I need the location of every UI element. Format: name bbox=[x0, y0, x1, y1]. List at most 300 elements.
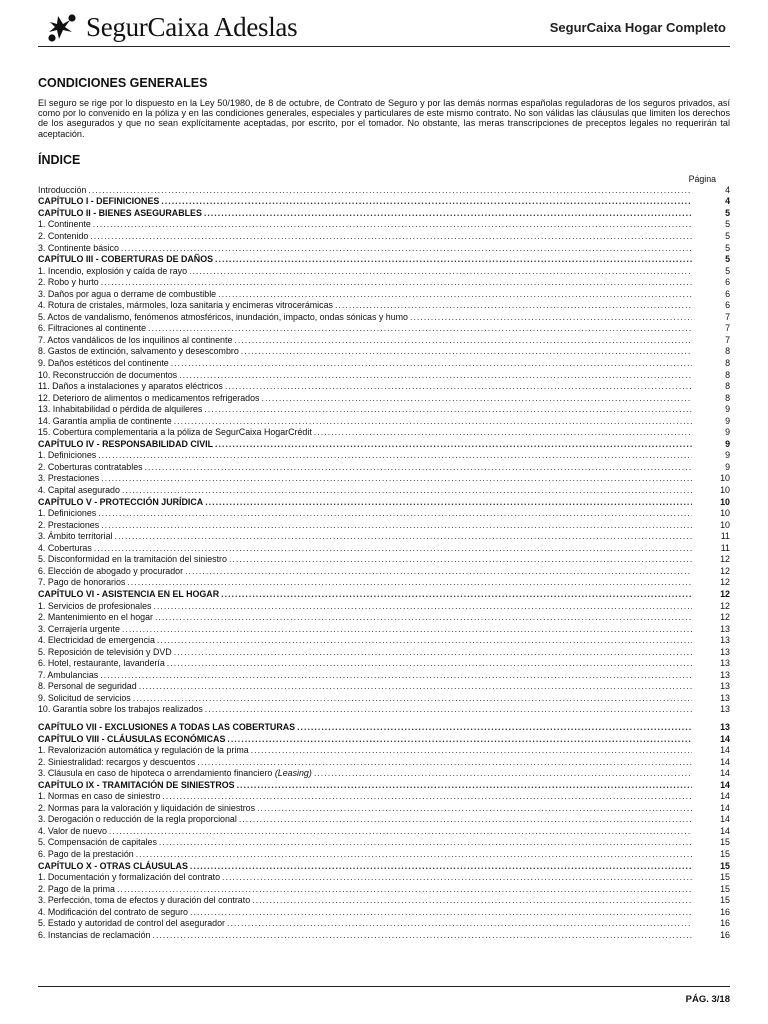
toc-row bbox=[38, 814, 730, 826]
toc-row bbox=[38, 485, 730, 497]
toc-row bbox=[38, 370, 730, 382]
toc-leader-dots bbox=[410, 312, 692, 324]
toc-label bbox=[38, 757, 195, 769]
toc-row bbox=[38, 508, 730, 520]
toc-page-number: 5 bbox=[725, 254, 730, 265]
toc-page-number: 8 bbox=[725, 381, 730, 392]
toc-page-number: 13 bbox=[720, 658, 730, 669]
toc-page-number: 8 bbox=[725, 346, 730, 357]
toc-page-number: 10 bbox=[720, 519, 730, 530]
footer-divider bbox=[38, 986, 730, 987]
table-of-contents bbox=[38, 185, 730, 942]
toc-leader-dots bbox=[204, 404, 692, 416]
toc-page-number: 16 bbox=[720, 906, 730, 917]
toc-label bbox=[38, 722, 295, 734]
toc-page-number: 5 bbox=[725, 242, 730, 253]
toc-label bbox=[38, 635, 155, 647]
toc-label bbox=[38, 734, 225, 746]
toc-page-number: 16 bbox=[720, 929, 730, 940]
toc-label-text: 2. Coberturas contratables bbox=[38, 461, 143, 472]
toc-leader-dots bbox=[225, 381, 692, 393]
toc-label bbox=[38, 289, 216, 301]
toc-leader-dots bbox=[215, 254, 692, 266]
toc-page-number: 13 bbox=[720, 635, 730, 646]
toc-label-text: 15. Cobertura complementaria a la póliza de SegurCaixa HogarCrédit bbox=[38, 427, 312, 438]
toc-leader-dots bbox=[155, 612, 692, 624]
toc-label-text: 8. Gastos de extinción, salvamento y desescombro bbox=[38, 346, 239, 357]
toc-row bbox=[38, 930, 730, 942]
toc-label bbox=[38, 393, 260, 405]
toc-label-text: 3. Ámbito territorial bbox=[38, 531, 113, 542]
toc-row bbox=[38, 473, 730, 485]
toc-row bbox=[38, 803, 730, 815]
toc-row bbox=[38, 612, 730, 624]
toc-label-text: CAPÍTULO I - DEFINICIONES bbox=[38, 196, 160, 207]
toc-label bbox=[38, 381, 223, 393]
toc-label-text: 4. Rotura de cristales, mármoles, loza sanitaria y encimeras vitrocerámicas bbox=[38, 300, 333, 311]
toc-label-text: CAPÍTULO VII - EXCLUSIONES A TODAS LAS COBERTURAS bbox=[38, 721, 296, 732]
product-name: SegurCaixa Hogar Completo bbox=[549, 20, 726, 35]
toc-row bbox=[38, 300, 730, 312]
toc-leader-dots bbox=[179, 370, 692, 382]
toc-label bbox=[38, 872, 220, 884]
toc-label-text: 5. Disconformidad en la tramitación del siniestro bbox=[38, 554, 227, 565]
toc-label-text: 7. Ambulancias bbox=[38, 669, 99, 680]
toc-page-number: 5 bbox=[725, 219, 730, 230]
main-content bbox=[38, 75, 730, 941]
toc-row bbox=[38, 531, 730, 543]
header-divider bbox=[38, 46, 730, 47]
toc-label-text: 8. Personal de seguridad bbox=[38, 681, 137, 692]
toc-page-number: 13 bbox=[720, 669, 730, 680]
toc-leader-dots bbox=[171, 358, 692, 370]
toc-label bbox=[38, 895, 250, 907]
toc-leader-dots bbox=[136, 849, 692, 861]
toc-leader-dots bbox=[94, 543, 692, 555]
toc-page-number: 5 bbox=[725, 207, 730, 218]
toc-page-number: 14 bbox=[720, 825, 730, 836]
toc-chapter-row bbox=[38, 208, 730, 220]
toc-page-number: 10 bbox=[720, 508, 730, 519]
toc-row bbox=[38, 404, 730, 416]
toc-label bbox=[38, 780, 235, 792]
toc-label-text: CAPÍTULO III - COBERTURAS DE DAÑOS bbox=[38, 254, 214, 265]
toc-row bbox=[38, 768, 730, 780]
toc-label bbox=[38, 439, 213, 451]
toc-row bbox=[38, 907, 730, 919]
toc-page-number: 14 bbox=[720, 756, 730, 767]
toc-page-number: 8 bbox=[725, 369, 730, 380]
toc-page-number: 12 bbox=[720, 554, 730, 565]
toc-row bbox=[38, 520, 730, 532]
toc-label-text: 4. Valor de nuevo bbox=[38, 825, 107, 836]
toc-leader-dots bbox=[221, 589, 692, 601]
toc-page-number: 4 bbox=[725, 184, 730, 195]
toc-row bbox=[38, 837, 730, 849]
toc-page-number: 9 bbox=[725, 461, 730, 472]
toc-label bbox=[38, 335, 232, 347]
toc-page-number: 15 bbox=[720, 872, 730, 883]
toc-leader-dots bbox=[237, 780, 692, 792]
toc-label bbox=[38, 243, 119, 255]
toc-row bbox=[38, 416, 730, 428]
toc-label-text: 13. Inhabitabilidad o pérdida de alquileres bbox=[38, 404, 203, 415]
toc-label bbox=[38, 416, 172, 428]
toc-leader-dots bbox=[190, 861, 692, 873]
toc-label bbox=[38, 427, 312, 439]
toc-page-number: 9 bbox=[725, 427, 730, 438]
toc-row bbox=[38, 849, 730, 861]
toc-label bbox=[38, 918, 225, 930]
toc-label-text: 1. Normas en caso de siniestro bbox=[38, 791, 161, 802]
toc-row bbox=[38, 462, 730, 474]
toc-leader-dots bbox=[90, 231, 692, 243]
toc-label-text: 14. Garantía amplia de continente bbox=[38, 415, 172, 426]
toc-page-number: 13 bbox=[720, 704, 730, 715]
toc-page-number: 12 bbox=[720, 600, 730, 611]
toc-page-number: 15 bbox=[720, 883, 730, 894]
toc-label bbox=[38, 624, 120, 636]
toc-leader-dots bbox=[145, 462, 692, 474]
toc-label bbox=[38, 219, 91, 231]
toc-row bbox=[38, 358, 730, 370]
toc-leader-dots bbox=[88, 185, 692, 197]
toc-label bbox=[38, 208, 202, 220]
toc-label bbox=[38, 185, 86, 197]
toc-row bbox=[38, 918, 730, 930]
toc-leader-dots bbox=[167, 658, 692, 670]
toc-label bbox=[38, 462, 143, 474]
toc-label-text: 3. Perfección, toma de efectos y duración del contrato bbox=[38, 895, 251, 906]
toc-leader-dots bbox=[152, 930, 692, 942]
toc-leader-dots bbox=[205, 704, 692, 716]
toc-label bbox=[38, 861, 188, 873]
toc-chapter-row bbox=[38, 196, 730, 208]
toc-label bbox=[38, 196, 159, 208]
toc-label bbox=[38, 681, 137, 693]
toc-page-number: 9 bbox=[725, 438, 730, 449]
toc-label bbox=[38, 704, 203, 716]
toc-label-text: 3. Cerrajería urgente bbox=[38, 623, 120, 634]
toc-label bbox=[38, 670, 98, 682]
toc-label bbox=[38, 520, 99, 532]
toc-label bbox=[38, 508, 96, 520]
toc-label-text: 2. Normas para la valoración y liquidación de siniestros bbox=[38, 802, 256, 813]
toc-label-text: 4. Modificación del contrato de seguro bbox=[38, 906, 188, 917]
toc-label bbox=[38, 930, 150, 942]
toc-label-text: 3. Cláusula en caso de hipoteca o arrendamiento financiero bbox=[38, 768, 275, 779]
toc-row bbox=[38, 219, 730, 231]
toc-row bbox=[38, 884, 730, 896]
toc-row bbox=[38, 624, 730, 636]
toc-label-text: 10. Reconstrucción de documentos bbox=[38, 369, 178, 380]
toc-leader-dots bbox=[218, 289, 692, 301]
toc-page-number: 13 bbox=[720, 646, 730, 657]
toc-leader-dots bbox=[133, 693, 692, 705]
toc-label-text: 6. Hotel, restaurante, lavandería bbox=[38, 658, 165, 669]
toc-label-text: 4. Coberturas bbox=[38, 542, 92, 553]
toc-label-text: 5. Compensación de capitales bbox=[38, 837, 157, 848]
toc-leader-dots bbox=[122, 485, 692, 497]
toc-label-text: CAPÍTULO IV - RESPONSABILIDAD CIVIL bbox=[38, 438, 214, 449]
toc-leader-dots bbox=[252, 895, 692, 907]
toc-leader-dots bbox=[117, 884, 692, 896]
toc-page-number: 14 bbox=[720, 768, 730, 779]
toc-leader-dots bbox=[251, 745, 692, 757]
toc-row bbox=[38, 681, 730, 693]
toc-row bbox=[38, 335, 730, 347]
toc-leader-dots bbox=[153, 601, 692, 613]
toc-label-text: 3. Prestaciones bbox=[38, 473, 100, 484]
toc-leader-dots bbox=[241, 346, 692, 358]
toc-label bbox=[38, 323, 146, 335]
toc-leader-dots bbox=[101, 520, 692, 532]
toc-row bbox=[38, 791, 730, 803]
toc-chapter-row bbox=[38, 497, 730, 509]
toc-row bbox=[38, 566, 730, 578]
toc-leader-dots bbox=[101, 277, 692, 289]
toc-leader-dots bbox=[189, 266, 692, 278]
toc-chapter-row bbox=[38, 589, 730, 601]
toc-page-number: 13 bbox=[720, 692, 730, 703]
toc-row bbox=[38, 289, 730, 301]
toc-page-number: 7 bbox=[725, 323, 730, 334]
toc-label bbox=[38, 300, 333, 312]
toc-label-text: CAPÍTULO V - PROTECCIÓN JURÍDICA bbox=[38, 496, 204, 507]
toc-leader-dots bbox=[122, 624, 692, 636]
toc-leader-dots bbox=[157, 635, 692, 647]
toc-label bbox=[38, 450, 96, 462]
toc-leader-dots bbox=[161, 196, 692, 208]
toc-label bbox=[38, 745, 249, 757]
toc-label-text: 3. Daños por agua o derrame de combustible bbox=[38, 288, 217, 299]
toc-page-number: 11 bbox=[720, 542, 730, 553]
toc-page-number: 14 bbox=[720, 779, 730, 790]
toc-label-text: 5. Estado y autoridad de control del asegurador bbox=[38, 918, 225, 929]
toc-label bbox=[38, 693, 131, 705]
toc-label bbox=[38, 231, 88, 243]
toc-page-number: 15 bbox=[720, 860, 730, 871]
toc-label bbox=[38, 837, 157, 849]
toc-leader-dots bbox=[98, 508, 692, 520]
toc-row bbox=[38, 554, 730, 566]
toc-label-text: 12. Deterioro de alimentos o medicamentos refrigerados bbox=[38, 392, 260, 403]
toc-label bbox=[38, 404, 202, 416]
toc-label bbox=[38, 884, 115, 896]
toc-row bbox=[38, 745, 730, 757]
toc-row bbox=[38, 312, 730, 324]
toc-leader-dots bbox=[227, 918, 692, 930]
toc-leader-dots bbox=[257, 803, 692, 815]
toc-page-number: 12 bbox=[720, 588, 730, 599]
toc-leader-dots bbox=[121, 243, 692, 255]
toc-page-number: 13 bbox=[720, 681, 730, 692]
toc-page-number: 12 bbox=[720, 612, 730, 623]
toc-label bbox=[38, 803, 255, 815]
toc-label bbox=[38, 826, 107, 838]
index-title: ÍNDICE bbox=[38, 152, 81, 167]
toc-page-number: 8 bbox=[725, 358, 730, 369]
toc-row bbox=[38, 381, 730, 393]
toc-row bbox=[38, 185, 730, 197]
toc-label bbox=[38, 849, 134, 861]
toc-label-text: 1. Servicios de profesionales bbox=[38, 600, 152, 611]
toc-leader-dots bbox=[127, 577, 692, 589]
toc-row bbox=[38, 757, 730, 769]
toc-leader-dots bbox=[114, 531, 692, 543]
toc-page-number: 9 bbox=[725, 404, 730, 415]
toc-label-text: 2. Siniestralidad: recargos y descuentos bbox=[38, 756, 196, 767]
toc-label bbox=[38, 554, 227, 566]
toc-label-italic: (Leasing) bbox=[274, 768, 312, 779]
toc-label bbox=[38, 473, 99, 485]
conditions-title: CONDICIONES GENERALES bbox=[38, 76, 208, 90]
toc-label-text: 1. Documentación y formalización del contrato bbox=[38, 872, 221, 883]
toc-row bbox=[38, 450, 730, 462]
toc-page-number: 7 bbox=[725, 334, 730, 345]
toc-row bbox=[38, 346, 730, 358]
toc-leader-dots bbox=[93, 219, 692, 231]
toc-page-number: 13 bbox=[720, 623, 730, 634]
toc-row bbox=[38, 670, 730, 682]
toc-leader-dots bbox=[185, 566, 692, 578]
toc-page-number: 16 bbox=[720, 918, 730, 929]
toc-leader-dots bbox=[109, 826, 692, 838]
toc-leader-dots bbox=[239, 814, 692, 826]
toc-label bbox=[38, 907, 188, 919]
toc-leader-dots bbox=[100, 670, 692, 682]
toc-label-text: 5. Actos de vandalismo, fenómenos atmosféricos, inundación, impacto, ondas sónicas y humo bbox=[38, 311, 408, 322]
toc-leader-dots bbox=[234, 335, 692, 347]
toc-row bbox=[38, 872, 730, 884]
star-logo-icon bbox=[46, 12, 80, 42]
toc-label-text: CAPÍTULO II - BIENES ASEGURABLES bbox=[38, 207, 202, 218]
toc-label bbox=[38, 254, 213, 266]
toc-label-text: 5. Reposición de televisión y DVD bbox=[38, 646, 172, 657]
toc-leader-dots bbox=[335, 300, 692, 312]
toc-label-text: 2. Pago de la prima bbox=[38, 883, 115, 894]
toc-label-text: 6. Pago de la prestación bbox=[38, 848, 134, 859]
toc-label-text: 2. Robo y hurto bbox=[38, 277, 99, 288]
toc-page-number: 15 bbox=[720, 837, 730, 848]
page-header bbox=[0, 0, 768, 46]
toc-label-text: CAPÍTULO X - OTRAS CLÁUSULAS bbox=[38, 860, 188, 871]
toc-page-number: 5 bbox=[725, 265, 730, 276]
toc-row bbox=[38, 895, 730, 907]
toc-label-text: 2. Prestaciones bbox=[38, 519, 100, 530]
page-number: PÁG. 3/18 bbox=[685, 994, 730, 1005]
toc-leader-dots bbox=[174, 416, 692, 428]
toc-page-number: 6 bbox=[725, 288, 730, 299]
toc-page-number: 5 bbox=[725, 231, 730, 241]
toc-leader-dots bbox=[227, 734, 692, 746]
toc-chapter-row bbox=[38, 734, 730, 746]
toc-leader-dots bbox=[314, 427, 692, 439]
toc-label-text: 3. Derogación o reducción de la regla proporcional bbox=[38, 814, 237, 825]
toc-page-number: 14 bbox=[720, 814, 730, 825]
toc-page-number: 15 bbox=[720, 848, 730, 859]
toc-label bbox=[38, 543, 92, 555]
toc-row bbox=[38, 658, 730, 670]
toc-page-number: 14 bbox=[720, 745, 730, 756]
toc-label-text: 2. Mantenimiento en el hogar bbox=[38, 612, 153, 623]
page-column-label: Página bbox=[688, 173, 716, 184]
toc-leader-dots bbox=[205, 497, 692, 509]
toc-label-text: 4. Capital asegurado bbox=[38, 485, 120, 496]
toc-label-text: 9. Daños estéticos del continente bbox=[38, 358, 169, 369]
toc-label-text: CAPÍTULO VIII - CLÁUSULAS ECONÓMICAS bbox=[38, 733, 226, 744]
toc-label-text: 1. Revalorización automática y regulación de la prima bbox=[38, 745, 249, 756]
toc-leader-dots bbox=[98, 450, 692, 462]
toc-leader-dots bbox=[162, 791, 692, 803]
toc-leader-dots bbox=[204, 208, 692, 220]
toc-leader-dots bbox=[101, 473, 692, 485]
toc-row bbox=[38, 266, 730, 278]
toc-row bbox=[38, 231, 730, 243]
toc-leader-dots bbox=[148, 323, 692, 335]
brand-name: SegurCaixa Adeslas bbox=[86, 12, 298, 42]
toc-leader-dots bbox=[215, 439, 692, 451]
toc-chapter-row bbox=[38, 722, 730, 734]
toc-page-number: 9 bbox=[725, 450, 730, 461]
toc-row bbox=[38, 577, 730, 589]
toc-label bbox=[38, 658, 165, 670]
toc-page-number: 14 bbox=[720, 791, 730, 802]
toc-page-number: 14 bbox=[720, 802, 730, 813]
toc-label bbox=[38, 358, 169, 370]
toc-row bbox=[38, 635, 730, 647]
toc-leader-dots bbox=[314, 768, 692, 780]
toc-chapter-row bbox=[38, 861, 730, 873]
toc-row bbox=[38, 601, 730, 613]
toc-label-text: 11. Daños a instalaciones y aparatos eléctricos bbox=[38, 381, 223, 392]
toc-row bbox=[38, 693, 730, 705]
toc-page-number: 13 bbox=[720, 721, 730, 732]
toc-page-number: 15 bbox=[720, 895, 730, 906]
toc-label bbox=[38, 768, 312, 780]
toc-page-number: 6 bbox=[725, 277, 730, 288]
toc-page-number: 7 bbox=[725, 311, 730, 322]
toc-label-text: 6. Filtraciones al continente bbox=[38, 323, 147, 334]
toc-row bbox=[38, 704, 730, 716]
toc-row bbox=[38, 826, 730, 838]
conditions-text: El seguro se rige por lo dispuesto en la Ley 50/1980, de 8 de octubre, de Contrato de Seguro y por las demás normas españolas reguladoras de los seguros privados, así como por lo convenido en la póliza y en las condiciones generales, especiales y particulares de este mismo contrato. No son válidas las cláusulas que limiten los derechos de los asegurados y que no sean explícitamente aceptadas, por escrito, por el tomador. No obstante, las meras transcripciones de preceptos legales no requerirán tal aceptación. bbox=[38, 98, 730, 139]
toc-label-text: 3. Continente básico bbox=[38, 242, 119, 253]
toc-label bbox=[38, 266, 187, 278]
toc-label-text: 7. Actos vandálicos de los inquilinos al continente bbox=[38, 334, 233, 345]
toc-page-number: 10 bbox=[720, 473, 730, 484]
toc-page-number: 4 bbox=[725, 196, 730, 207]
toc-label bbox=[38, 370, 177, 382]
toc-row bbox=[38, 323, 730, 335]
toc-page-number: 9 bbox=[725, 415, 730, 426]
toc-label bbox=[38, 312, 408, 324]
toc-label-text: 9. Solicitud de servicios bbox=[38, 692, 131, 703]
toc-leader-dots bbox=[174, 647, 692, 659]
toc-label-text: 1. Incendio, explosión y caída de rayo bbox=[38, 265, 187, 276]
toc-label-text: 10. Garantía sobre los trabajos realizados bbox=[38, 704, 203, 715]
toc-leader-dots bbox=[262, 393, 693, 405]
toc-label bbox=[38, 612, 153, 624]
toc-label bbox=[38, 485, 120, 497]
toc-page-number: 14 bbox=[720, 733, 730, 744]
toc-row bbox=[38, 427, 730, 439]
toc-label-text: 1. Definiciones bbox=[38, 508, 97, 519]
toc-leader-dots bbox=[197, 757, 692, 769]
toc-label-text: 7. Pago de honorarios bbox=[38, 577, 126, 588]
toc-page-number: 12 bbox=[720, 577, 730, 588]
toc-row bbox=[38, 647, 730, 659]
